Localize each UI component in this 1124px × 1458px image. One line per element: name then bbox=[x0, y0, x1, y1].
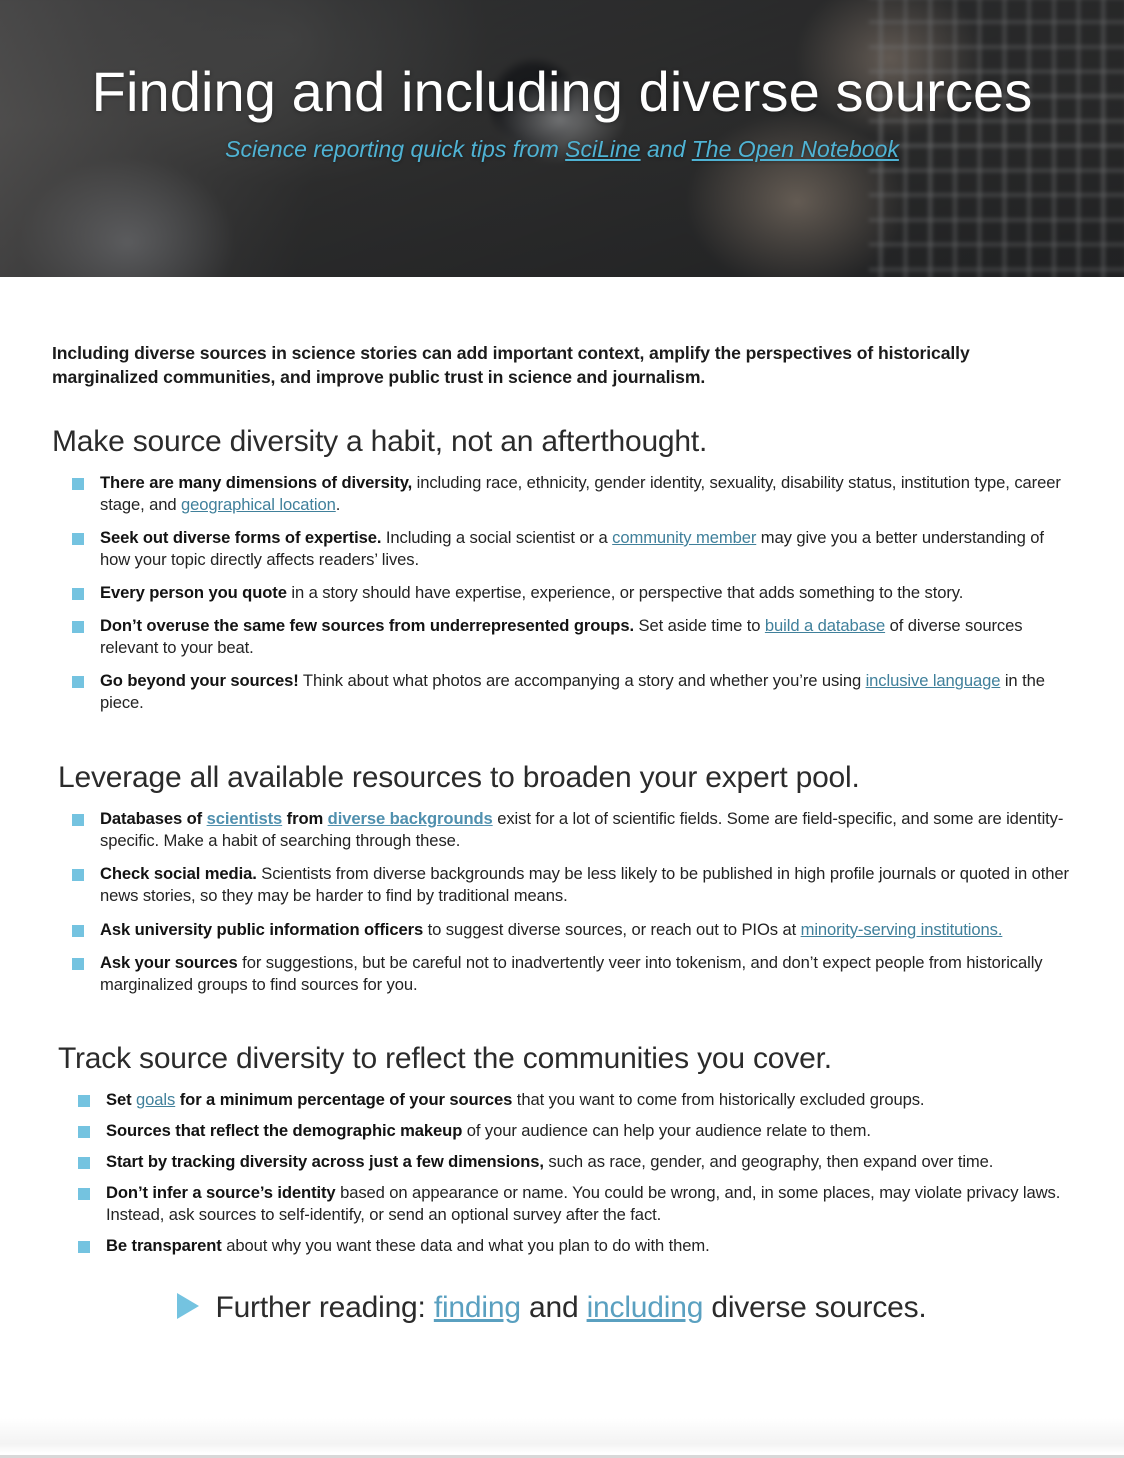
bullet-text: such as race, gender, and geography, then expand over time. bbox=[543, 1151, 994, 1171]
bullet-square-icon bbox=[78, 1126, 90, 1138]
section-heading: Leverage all available resources to broaden your expert pool. bbox=[58, 761, 860, 795]
sciline-link[interactable]: SciLine bbox=[565, 136, 641, 163]
bullet-text: based on appearance or name. You could be wrong, and, in some places, may violate privacy laws. Instead, ask sources to self-identify, or send an optional survey after the fact. bbox=[106, 1182, 1061, 1224]
bullet-square-icon bbox=[72, 533, 84, 545]
bullet-square-icon bbox=[78, 1157, 90, 1169]
bullet-lead: Set bbox=[106, 1089, 137, 1109]
bullet-text: Think about what photos are accompanying a story and whether you’re using bbox=[298, 671, 866, 691]
bullet-text: including race, ethnicity, gender identity, sexuality, disability status, institution type, career stage, and bbox=[100, 472, 1061, 514]
list-item bbox=[72, 615, 1072, 659]
bullet-lead: There are many dimensions of diversity, bbox=[100, 472, 413, 492]
footer-divider bbox=[0, 1418, 1124, 1458]
minority-serving-institutions-link[interactable]: minority-serving institutions. bbox=[800, 919, 1003, 939]
bullet-text: to suggest diverse sources, or reach out to PIOs at bbox=[423, 919, 801, 939]
list-item bbox=[78, 1089, 1072, 1111]
finding-link[interactable]: finding bbox=[433, 1290, 521, 1324]
list-item bbox=[72, 808, 1072, 852]
hero-subtitle bbox=[225, 136, 899, 163]
bullet-text: for suggestions, but be careful not to inadvertently veer into tokenism, and don’t expect people from historically marginalized groups to find sources for you. bbox=[100, 952, 1043, 994]
bullet-lead: Don’t infer a source’s identity bbox=[106, 1182, 336, 1202]
bullet-lead: Don’t overuse the same few sources from underrepresented groups. bbox=[100, 616, 634, 636]
scientists-link[interactable]: scientists bbox=[206, 809, 283, 829]
further-reading-suffix: diverse sources. bbox=[703, 1290, 927, 1324]
bullet-square-icon bbox=[72, 676, 84, 688]
bullet-square-icon bbox=[78, 1095, 90, 1107]
bullet-text: Including a social scientist or a bbox=[381, 528, 613, 548]
bullet-text-tail: of diverse sources relevant to your beat. bbox=[100, 616, 1023, 658]
further-reading bbox=[52, 1291, 1072, 1325]
list-item bbox=[72, 670, 1072, 714]
bullet-lead: Every person you quote bbox=[100, 583, 287, 603]
hero-text-block bbox=[0, 0, 1124, 277]
list-item bbox=[72, 952, 1072, 996]
bullet-mid: for a minimum percentage of your sources bbox=[175, 1089, 513, 1109]
diverse-backgrounds-link[interactable]: diverse backgrounds bbox=[327, 809, 493, 829]
section-make-source-diversity-a-habit bbox=[52, 425, 1072, 714]
bullet-lead: Go beyond your sources! bbox=[100, 671, 299, 691]
lede-paragraph: Including diverse sources in science stories can add important context, amplify the perspectives of historically marginalized communities, and improve public trust in science and journalism. bbox=[52, 342, 970, 387]
bullet-lead: Check social media. bbox=[100, 864, 257, 884]
list-item bbox=[78, 1120, 1072, 1142]
content-area bbox=[0, 277, 1124, 1325]
bullet-text-tail: in the piece. bbox=[100, 671, 1045, 713]
bullet-square-icon bbox=[72, 588, 84, 600]
bullet-square-icon bbox=[72, 814, 84, 826]
bullet-list bbox=[52, 1089, 1072, 1257]
hero-banner bbox=[0, 0, 1124, 277]
section-heading: Track source diversity to reflect the communities you cover. bbox=[58, 1041, 832, 1075]
bullet-lead: Databases of bbox=[100, 809, 207, 829]
bullet-text: that you want to come from historically excluded groups. bbox=[512, 1089, 925, 1109]
open-notebook-link[interactable]: The Open Notebook bbox=[691, 136, 899, 163]
list-item bbox=[72, 863, 1072, 907]
bullet-lead: Ask your sources bbox=[100, 952, 238, 972]
build-a-database-link[interactable]: build a database bbox=[764, 616, 886, 636]
bullet-text: exist for a lot of scientific fields. Some are field-specific, and some are identity-specific. Make a habit of searching through these. bbox=[100, 809, 1064, 851]
bullet-text: Set aside time to bbox=[633, 616, 765, 636]
bullet-text: about why you want these data and what you plan to do with them. bbox=[221, 1235, 710, 1255]
bullet-text: in a story should have expertise, experience, or perspective that adds something to the story. bbox=[286, 583, 964, 603]
bullet-square-icon bbox=[78, 1241, 90, 1253]
right-triangle-icon bbox=[177, 1293, 199, 1319]
page-title: Finding and including diverse sources bbox=[91, 59, 1033, 123]
bullet-text: of your audience can help your audience relate to them. bbox=[462, 1120, 871, 1140]
list-item bbox=[72, 527, 1072, 571]
bullet-list bbox=[52, 808, 1072, 995]
list-item bbox=[78, 1235, 1072, 1257]
bullet-mid: from bbox=[282, 809, 328, 829]
bullet-square-icon bbox=[72, 925, 84, 937]
bullet-square-icon bbox=[72, 869, 84, 881]
bullet-square-icon bbox=[72, 621, 84, 633]
further-reading-prefix: Further reading: bbox=[215, 1290, 434, 1324]
bullet-square-icon bbox=[72, 478, 84, 490]
list-item bbox=[78, 1182, 1072, 1226]
inclusive-language-link[interactable]: inclusive language bbox=[865, 671, 1001, 691]
bullet-square-icon bbox=[78, 1188, 90, 1200]
section-heading: Make source diversity a habit, not an afterthought. bbox=[52, 425, 708, 459]
bullet-square-icon bbox=[72, 958, 84, 970]
further-reading-mid: and bbox=[520, 1290, 587, 1324]
list-item bbox=[72, 919, 1072, 941]
bullet-lead: Start by tracking diversity across just a few dimensions, bbox=[106, 1151, 544, 1171]
bullet-list bbox=[52, 472, 1072, 715]
hero-subtitle-mid: and bbox=[640, 136, 692, 163]
section-leverage-all-available-resources bbox=[52, 761, 1072, 995]
goals-link[interactable]: goals bbox=[136, 1089, 176, 1109]
bullet-text-tail: may give you a better understanding of how your topic directly affects readers’ lives. bbox=[100, 528, 1044, 570]
bullet-text: Scientists from diverse backgrounds may be less likely to be published in high profile journals or quoted in other news stories, so they may be harder to find by traditional means. bbox=[100, 864, 1069, 906]
community-member-link[interactable]: community member bbox=[612, 528, 757, 548]
list-item bbox=[72, 582, 1072, 604]
including-link[interactable]: including bbox=[586, 1290, 704, 1324]
bullet-text-tail: . bbox=[335, 494, 341, 514]
bullet-lead: Ask university public information officers bbox=[100, 919, 424, 939]
bullet-lead: Sources that reflect the demographic makeup bbox=[106, 1120, 463, 1140]
section-track-source-diversity bbox=[52, 1042, 1072, 1257]
bullet-lead: Be transparent bbox=[106, 1235, 222, 1255]
hero-subtitle-prefix: Science reporting quick tips from bbox=[225, 136, 566, 163]
geographical-location-link[interactable]: geographical location bbox=[181, 494, 336, 514]
bullet-lead: Seek out diverse forms of expertise. bbox=[100, 528, 382, 548]
list-item bbox=[72, 472, 1072, 516]
list-item bbox=[78, 1151, 1072, 1173]
